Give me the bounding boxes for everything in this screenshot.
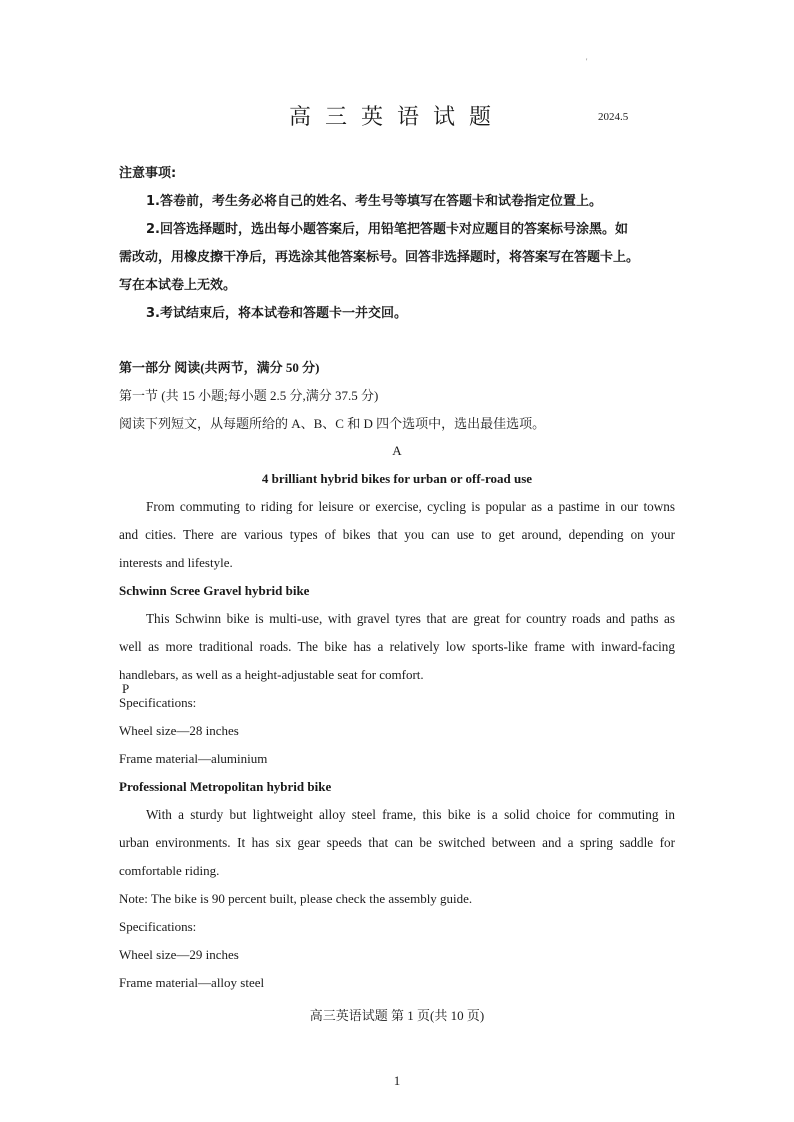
intro-line-3: interests and lifestyle. bbox=[119, 555, 233, 570]
bike-1-desc-line-1: This Schwinn bike is multi-use, with gravel tyres that are great for country roads and paths as bbox=[146, 611, 675, 626]
intro-line-2: and cities. There are various types of bikes that you can use to get around, depending on your bbox=[119, 527, 675, 542]
notice-item-1: 1.答卷前，考生务必将自己的姓名、考生号等填写在答题卡和试卷指定位置上。 bbox=[146, 194, 602, 209]
bike-1-wheel-size: Wheel size—28 inches bbox=[119, 723, 239, 738]
bike-2-desc-line-1: With a sturdy but lightweight alloy steel frame, this bike is a solid choice for commuting in bbox=[146, 807, 675, 822]
subsection-heading: 第一节 (共 15 小题;每小题 2.5 分,满分 37.5 分) bbox=[119, 388, 379, 403]
notice-item-2-line-2: 需改动，用橡皮擦干净后，再选涂其他答案标号。回答非选择题时，将答案写在答题卡上。 bbox=[119, 250, 640, 265]
exam-date: 2024.5 bbox=[598, 111, 629, 123]
passage-title: 4 brilliant hybrid bikes for urban or off-road use bbox=[261, 471, 533, 486]
instruction-text: 阅读下列短文，从每题所给的 A、B、C 和 D 四个选项中，选出最佳选项。 bbox=[119, 416, 546, 431]
bike-1-desc-line-3: handlebars, as well as a height-adjustable seat for comfort. bbox=[119, 667, 424, 682]
bike-1-spec-label: Specifications: bbox=[119, 695, 197, 710]
bike-1-desc-line-2: well as more traditional roads. The bike has a relatively low sports-like frame with inward-facing bbox=[119, 639, 675, 654]
bike-2-desc-line-2: urban environments. It has six gear speeds that can be switched between and a spring saddle for bbox=[119, 835, 675, 850]
page-title: 高三英语试题 bbox=[288, 105, 505, 130]
bike-1-frame-material: Frame material—aluminium bbox=[119, 751, 268, 766]
page-footer: 高三英语试题 第 1 页(共 10 页) bbox=[309, 1008, 485, 1023]
bike-2-desc-line-3: comfortable riding. bbox=[119, 863, 220, 878]
stray-mark: ' bbox=[586, 57, 588, 66]
bike-2-wheel-size: Wheel size—29 inches bbox=[119, 947, 239, 962]
stray-letter-mark: P bbox=[122, 681, 130, 696]
bike-2-spec-label: Specifications: bbox=[119, 919, 197, 934]
bike-1-name: Schwinn Scree Gravel hybrid bike bbox=[119, 583, 310, 598]
part-heading: 第一部分 阅读(共两节，满分 50 分) bbox=[119, 360, 320, 375]
notice-heading: 注意事项: bbox=[119, 166, 177, 181]
bike-2-name: Professional Metropolitan hybrid bike bbox=[119, 779, 332, 794]
notice-item-2-line-1: 2.回答选择题时，选出每小题答案后，用铅笔把答题卡对应题目的答案标号涂黑。如 bbox=[146, 222, 628, 237]
bike-2-note: Note: The bike is 90 percent built, please check the assembly guide. bbox=[119, 891, 473, 906]
notice-item-2-line-3: 写在本试卷上无效。 bbox=[119, 278, 237, 293]
passage-letter: A bbox=[392, 443, 402, 458]
intro-line-1: From commuting to riding for leisure or exercise, cycling is popular as a pastime in our towns bbox=[146, 499, 675, 514]
page-number: 1 bbox=[393, 1073, 401, 1088]
bike-2-frame-material: Frame material—alloy steel bbox=[119, 975, 265, 990]
notice-item-3: 3.考试结束后，将本试卷和答题卡一并交回。 bbox=[146, 306, 407, 321]
